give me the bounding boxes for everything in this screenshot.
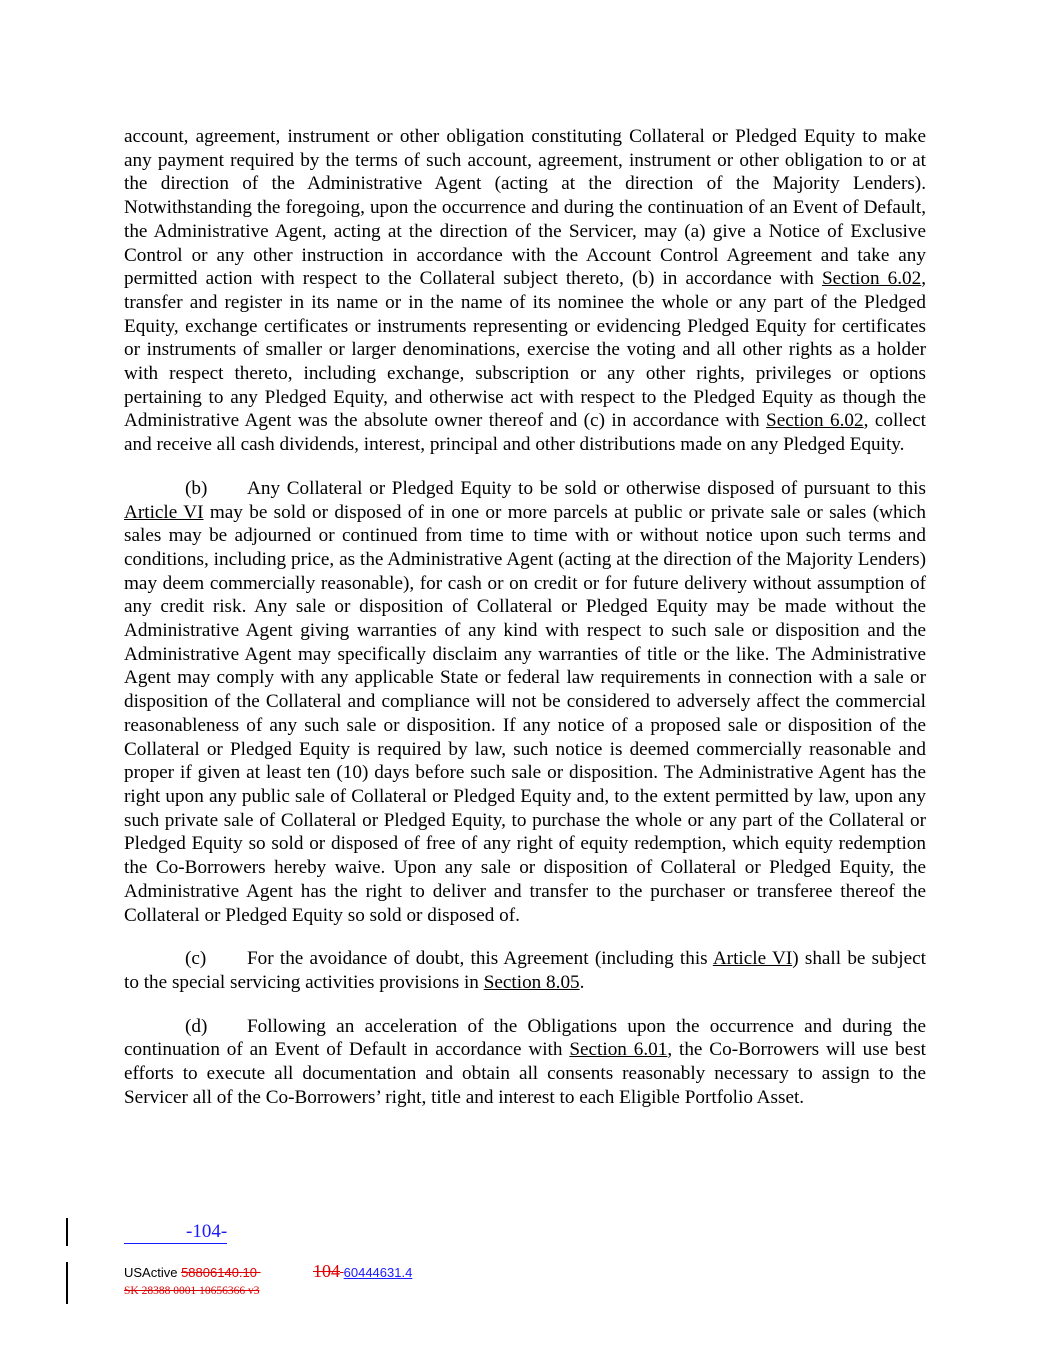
article-reference: Article VI [712,948,793,970]
deleted-doc-id: 58806140.10 [181,1265,257,1280]
paragraph-label: (d) [185,1015,208,1037]
page-number-text: -104- [186,1221,228,1242]
paragraph-continuation [124,125,926,457]
paragraph-text: , collect and receive all cash dividends, interest, principal and other distributions made on any Pledged Equity. [124,410,926,456]
change-bar [66,1262,68,1304]
paragraph-text: For the avoidance of doubt, this Agreement (including this [247,948,713,970]
paragraph-text: ) shall be subject to the special servicing activities provisions in [124,948,926,993]
inserted-doc-id: 60444631.4 [343,1265,413,1280]
paragraph-d [124,1015,926,1110]
change-bar [66,1218,68,1246]
section-reference: Section 6.01 [569,1039,668,1061]
paragraph-text: account, agreement, instrument or other obligation constituting Collateral or Pledged Equity to make any payment required by the terms of such account, agreement, instrument or other obligation to or at the direction of the Administrative Agent (acting at the direction of the Majority Lenders). Notwithstanding the foregoing, upon the occurrence and during the continuation of an Event of Default, the Administrative Agent, acting at the direction of the Servicer, may (a) give a Notice of Exclusive Control or any other instruction in accordance with the Account Control Agreement and take any permitted action with respect to the Collateral subject thereto, (b) in accordance with [124,126,926,290]
deleted-spacer [257,1265,313,1281]
paragraph-text: may be sold or disposed of in one or more parcels at public or private sale or sales (which sales may be adjourned or continued from time to time with or without notice upon such terms and conditions, including price, as the Administrative Agent (acting at the direction of the Majority Lenders) may deem commercially reasonable), for cash or on credit or for future delivery without assumption of any credit risk. Any sale or disposition of Collateral or Pledged Equity may be made without the Administrative Agent giving warranties of any kind with respect to such sale or disposition and the Administrative Agent may specifically disclaim any warranties of title or the like. The Administrative Agent may comply with any applicable State or federal law requirements in connection with a sale or disposition of the Collateral and compliance will not be considered to adversely affect the commercial reasonableness of any such sale or disposition. If any notice of a proposed sale or disposition of the Collateral or Pledged Equity is required by law, such notice is deemed commercially reasonable and proper if given at least ten (10) days before such sale or disposition. The Administrative Agent has the right upon any public sale of Collateral or Pledged Equity and, to the extent permitted by law, upon any such private sale of Collateral or Pledged Equity, to purchase the whole or any part of the Collateral or Pledged Equity so sold or disposed of free of any right of equity redemption, which equity redemption the Co-Borrowers hereby waive. Upon any sale or disposition of Collateral or Pledged Equity, the Administrative Agent has the right to deliver and transfer to the purchaser or transferee thereof the Collateral or Pledged Equity so sold or disposed of. [124,501,927,926]
section-reference: Section 6.02 [766,410,864,432]
paragraph-text: , transfer and register in its name or in the name of its nominee the whole or any part of the Pledged Equity, exchange certificates or instruments representing or evidencing Pledged Equity for certificates or instruments of smaller or larger denominations, exercise the voting and all other rights as a holder with respect thereto, including exchange, subscription or any other rights, privileges or options pertaining to any Pledged Equity, and otherwise act with respect to the Pledged Equity as though the Administrative Agent was the absolute owner thereof and (c) in accordance with [124,268,926,432]
section-reference: Section 6.02 [821,268,922,290]
paragraph-b [124,477,926,927]
paragraph-label: (c) [185,948,207,970]
paragraph-text: Any Collateral or Pledged Equity to be sold or otherwise disposed of pursuant to this [247,477,926,499]
deleted-sk-id: SK 28388 0001 10656366 v3 [124,1285,260,1297]
paragraph-c [124,947,926,994]
paragraph-text: , the Co-Borrowers will use best efforts to execute all documentation and obtain all consents reasonably necessary to assign to the Servicer all of the Co-Borrowers’ right, title and interest to each Eligible Portfolio Asset. [124,1039,926,1108]
page-number [124,1221,227,1244]
document-id [124,1263,412,1281]
deleted-page-number: 104 [313,1261,340,1281]
usactive-label: USActive [124,1265,182,1280]
document-body [124,125,926,1129]
paragraph-label: (b) [185,477,208,499]
article-reference: Article VI [124,501,204,523]
paragraph-text: . [579,971,585,993]
paragraph-text: Following an acceleration of the Obligations upon the occurrence and during the continuation of an Event of Default in accordance with [124,1015,926,1061]
section-reference: Section 8.05 [483,971,580,993]
